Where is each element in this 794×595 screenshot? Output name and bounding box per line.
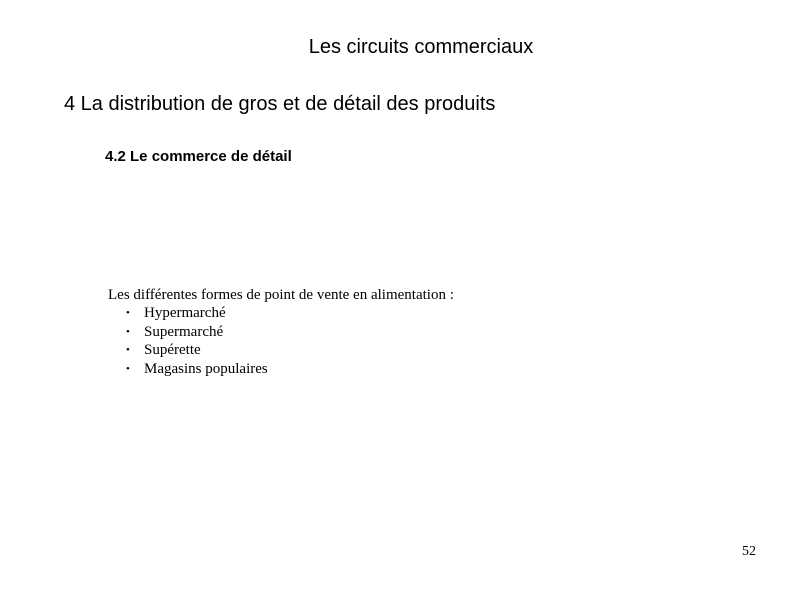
bullet-icon: • [126, 362, 130, 375]
bullet-icon: • [126, 344, 130, 356]
list-item [108, 304, 454, 323]
slide-title: Les circuits commerciaux [308, 36, 534, 58]
list-item [108, 341, 454, 360]
list-item [108, 360, 454, 379]
embedded-list-block [108, 286, 454, 378]
bullet-icon: • [126, 307, 130, 319]
bullet-icon: • [126, 325, 130, 338]
list-item-label: Hypermarché [144, 305, 226, 321]
list-item [108, 323, 454, 342]
list-item-label: Supermarché [144, 323, 224, 340]
subsection-heading: 4.2 Le commerce de détail [105, 148, 292, 165]
section-heading: 4 La distribution de gros et de détail des produits [64, 93, 496, 115]
list-intro: Les différentes formes de point de vente en alimentation : [108, 287, 454, 303]
list-item-label: Supérette [144, 342, 201, 358]
point-of-sale-list [108, 304, 454, 378]
list-item-label: Magasins populaires [144, 360, 268, 377]
page-number: 52 [742, 544, 756, 559]
